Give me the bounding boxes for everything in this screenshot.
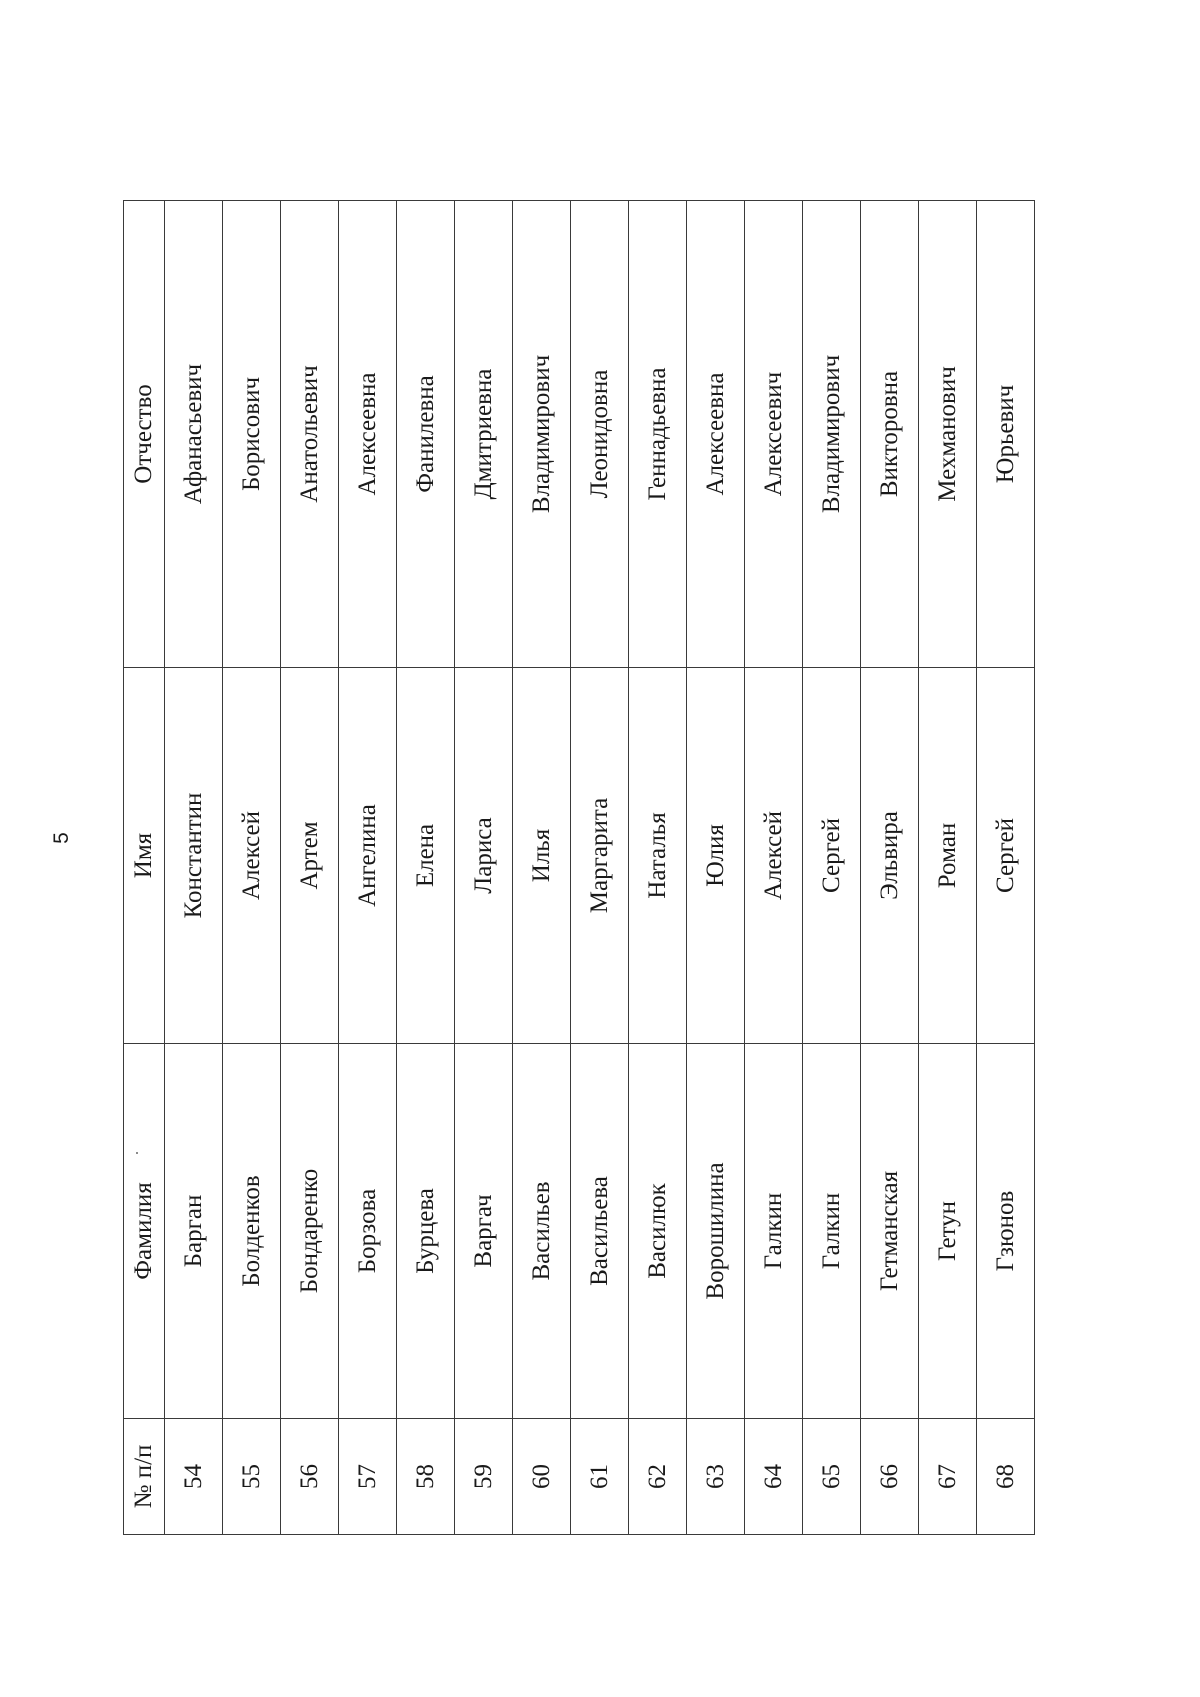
table-row — [571, 201, 629, 1535]
cell-patronymic: Владимирович — [803, 201, 861, 668]
cell-first-name: Алексей — [223, 668, 281, 1044]
cell-last-name: Васильева — [571, 1044, 629, 1419]
cell-first-name: Наталья — [629, 668, 687, 1044]
cell-first-name: Юлия — [687, 668, 745, 1044]
cell-number: 64 — [745, 1419, 803, 1535]
cell-first-name: Роман — [919, 668, 977, 1044]
cell-patronymic: Алексеевна — [687, 201, 745, 668]
cell-patronymic: Геннадьевна — [629, 201, 687, 668]
cell-patronymic: Афанасьевич — [165, 201, 223, 668]
roster-table — [123, 200, 1035, 1535]
cell-patronymic: Дмитриевна — [455, 201, 513, 668]
cell-number: 58 — [397, 1419, 455, 1535]
cell-first-name: Маргарита — [571, 668, 629, 1044]
cell-last-name: Галкин — [803, 1044, 861, 1419]
cell-number: 57 — [339, 1419, 397, 1535]
cell-first-name: Елена — [397, 668, 455, 1044]
table-row — [919, 201, 977, 1535]
cell-first-name: Константин — [165, 668, 223, 1044]
cell-number: 67 — [919, 1419, 977, 1535]
cell-patronymic: Борисович — [223, 201, 281, 668]
cell-number: 60 — [513, 1419, 571, 1535]
table-row — [223, 201, 281, 1535]
cell-patronymic: Леонидовна — [571, 201, 629, 668]
cell-patronymic: Юрьевич — [977, 201, 1035, 668]
cell-first-name: Артем — [281, 668, 339, 1044]
table-row — [339, 201, 397, 1535]
cell-first-name: Ангелина — [339, 668, 397, 1044]
cell-first-name: Эльвира — [861, 668, 919, 1044]
header-first-name: Имя — [124, 668, 165, 1044]
header-number: № п/п — [124, 1419, 165, 1535]
cell-last-name: Ворошилина — [687, 1044, 745, 1419]
cell-last-name: Варгач — [455, 1044, 513, 1419]
table-row — [977, 201, 1035, 1535]
cell-first-name: Лариса — [455, 668, 513, 1044]
cell-patronymic: Алексеевич — [745, 201, 803, 668]
cell-patronymic: Анатольевич — [281, 201, 339, 668]
cell-patronymic: Мехманович — [919, 201, 977, 668]
cell-number: 66 — [861, 1419, 919, 1535]
cell-number: 59 — [455, 1419, 513, 1535]
cell-last-name: Гетманская — [861, 1044, 919, 1419]
cell-number: 63 — [687, 1419, 745, 1535]
cell-number: 62 — [629, 1419, 687, 1535]
cell-number: 56 — [281, 1419, 339, 1535]
cell-last-name: Бурцева — [397, 1044, 455, 1419]
table-row — [745, 201, 803, 1535]
table-row — [397, 201, 455, 1535]
cell-last-name: Барган — [165, 1044, 223, 1419]
table-row — [687, 201, 745, 1535]
table-row — [629, 201, 687, 1535]
cell-first-name: Сергей — [803, 668, 861, 1044]
table-row — [861, 201, 919, 1535]
header-last-name: Фамилия — [124, 1044, 165, 1419]
cell-first-name: Сергей — [977, 668, 1035, 1044]
cell-patronymic: Алексеевна — [339, 201, 397, 668]
table-row — [803, 201, 861, 1535]
cell-number: 65 — [803, 1419, 861, 1535]
cell-last-name: Васильев — [513, 1044, 571, 1419]
cell-last-name: Борзова — [339, 1044, 397, 1419]
cell-number: 61 — [571, 1419, 629, 1535]
cell-number: 68 — [977, 1419, 1035, 1535]
cell-patronymic: Владимирович — [513, 201, 571, 668]
cell-first-name: Алексей — [745, 668, 803, 1044]
cell-last-name: Бондаренко — [281, 1044, 339, 1419]
table-row — [455, 201, 513, 1535]
cell-number: 54 — [165, 1419, 223, 1535]
table-row — [281, 201, 339, 1535]
page-number: 5 — [50, 832, 73, 844]
cell-number: 55 — [223, 1419, 281, 1535]
table-row — [513, 201, 571, 1535]
table-header-row — [124, 201, 165, 1535]
cell-last-name: Василюк — [629, 1044, 687, 1419]
roster-table-container — [123, 201, 1029, 1535]
cell-patronymic: Фанилевна — [397, 201, 455, 668]
table-row — [165, 201, 223, 1535]
cell-last-name: Галкин — [745, 1044, 803, 1419]
cell-last-name: Гетун — [919, 1044, 977, 1419]
header-patronymic: Отчество — [124, 201, 165, 668]
cell-first-name: Илья — [513, 668, 571, 1044]
cell-patronymic: Викторовна — [861, 201, 919, 668]
cell-last-name: Гзюнов — [977, 1044, 1035, 1419]
cell-last-name: Болденков — [223, 1044, 281, 1419]
